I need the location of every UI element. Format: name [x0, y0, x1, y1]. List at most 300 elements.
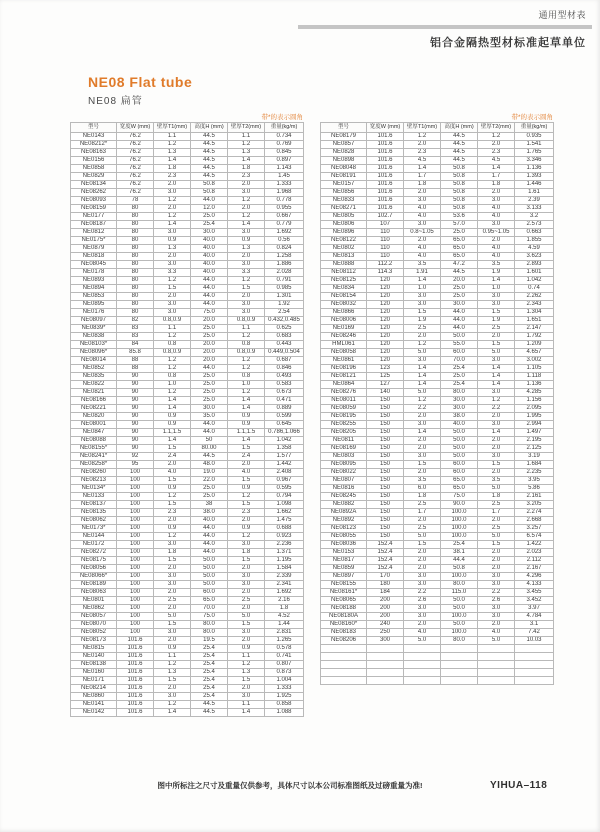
table-cell: 3.0: [404, 453, 441, 461]
table-cell: NE0882: [321, 501, 367, 509]
table-cell: 100: [117, 565, 154, 573]
table-cell: 1.3: [228, 149, 265, 157]
table-row: [71, 493, 304, 501]
corner-note-left: 带*的表示圆角: [261, 114, 303, 121]
table-row: [321, 405, 554, 413]
page-footer: [0, 780, 600, 791]
table-row: [321, 501, 554, 509]
table-row: [71, 149, 304, 157]
table-cell: NE0894: [71, 285, 117, 293]
table-cell: 150: [367, 421, 404, 429]
table-row: [321, 165, 554, 173]
table-cell: 44.0: [441, 325, 478, 333]
table-cell: NE0852: [71, 365, 117, 373]
table-cell: 100.0: [441, 517, 478, 525]
table-cell: 65.0: [441, 477, 478, 485]
table-cell: 120: [367, 285, 404, 293]
table-cell: 101.6: [117, 669, 154, 677]
table-row: [71, 213, 304, 221]
table-row: [321, 629, 554, 637]
table-cell: NE08213: [71, 477, 117, 485]
table-cell: 1.3: [154, 149, 191, 157]
table-cell: 3.133: [515, 205, 554, 213]
table-cell: 1.968: [265, 189, 304, 197]
spec-table-left: [70, 122, 304, 717]
table-cell: NE0853: [71, 293, 117, 301]
table-cell: 100: [117, 493, 154, 501]
table-cell: 1.105: [515, 365, 554, 373]
table-row: [321, 581, 554, 589]
table-cell: 25.4: [191, 653, 228, 661]
table-cell: 40.0: [191, 237, 228, 245]
table-cell: 2.6: [478, 597, 515, 605]
table-cell: [515, 661, 554, 669]
table-cell: 50.0: [191, 565, 228, 573]
table-cell: 2.0: [228, 293, 265, 301]
table-cell: 0.8: [228, 341, 265, 349]
table-cell: 1.446: [515, 181, 554, 189]
table-row: [71, 365, 304, 373]
table-cell: 7.42: [515, 629, 554, 637]
doc-type-label: 通用型材表: [538, 10, 586, 20]
table-row: [71, 685, 304, 693]
table-cell: 4.59: [515, 245, 554, 253]
table-cell: 1.2: [228, 357, 265, 365]
table-cell: 80: [117, 309, 154, 317]
table-cell: 2.573: [515, 221, 554, 229]
table-cell: 40.0: [191, 245, 228, 253]
table-row: [71, 661, 304, 669]
table-cell: 0.824: [265, 245, 304, 253]
table-cell: 3.0: [154, 541, 191, 549]
table-row: [71, 389, 304, 397]
table-cell: 1.8: [154, 165, 191, 173]
table-cell: 76.2: [117, 165, 154, 173]
table-cell: 60.0: [441, 461, 478, 469]
table-cell: NE08063: [71, 589, 117, 597]
table-cell: 2.0: [478, 445, 515, 453]
table-cell: 3.0: [404, 581, 441, 589]
column-header: 型号: [71, 123, 117, 133]
table-cell: 92: [117, 453, 154, 461]
table-cell: [404, 653, 441, 661]
table-cell: 180: [367, 581, 404, 589]
table-cell: 3.0: [404, 221, 441, 229]
table-row: [71, 437, 304, 445]
table-cell: 1.0: [154, 381, 191, 389]
table-cell: 80: [117, 261, 154, 269]
table-cell: NE08196: [321, 365, 367, 373]
table-cell: 1.5: [228, 285, 265, 293]
table-cell: 3.0: [404, 293, 441, 301]
table-cell: 6.0: [404, 485, 441, 493]
table-cell: 2.0: [154, 517, 191, 525]
table-cell: NE0892: [321, 517, 367, 525]
table-cell: 0.9: [154, 485, 191, 493]
table-cell: 40.0: [191, 269, 228, 277]
table-row: [71, 589, 304, 597]
table-cell: 1.5: [154, 557, 191, 565]
table-cell: [441, 653, 478, 661]
table-cell: 83: [117, 325, 154, 333]
table-cell: [321, 677, 367, 685]
table-cell: 44.5: [191, 709, 228, 717]
table-cell: 152.4: [367, 549, 404, 557]
table-cell: NE08036: [321, 541, 367, 549]
table-row: [321, 477, 554, 485]
table-row: [321, 509, 554, 517]
table-cell: 0.9: [154, 237, 191, 245]
table-cell: 4.0: [478, 245, 515, 253]
table-cell: 2.2: [404, 405, 441, 413]
table-cell: NE08122: [321, 237, 367, 245]
table-cell: 5.86: [515, 485, 554, 493]
table-cell: [478, 677, 515, 685]
table-cell: 1.2: [154, 197, 191, 205]
table-cell: 2.112: [515, 557, 554, 565]
table-cell: 4.5: [404, 157, 441, 165]
table-cell: 80: [117, 245, 154, 253]
table-cell: 0.9: [154, 421, 191, 429]
table-cell: NE0817: [321, 557, 367, 565]
table-cell: 1.1: [228, 653, 265, 661]
table-cell: [321, 669, 367, 677]
table-cell: 3.0: [228, 693, 265, 701]
table-cell: 4.285: [515, 389, 554, 397]
table-cell: NE08246: [321, 333, 367, 341]
table-cell: 1.422: [515, 541, 554, 549]
table-cell: 1.004: [265, 677, 304, 685]
table-row: [321, 157, 554, 165]
section-title-en: NE08 Flat tube: [88, 74, 193, 90]
table-cell: 1.5: [228, 501, 265, 509]
table-cell: NE0176: [71, 309, 117, 317]
table-cell: 1.2: [228, 333, 265, 341]
table-cell: 1.5: [404, 461, 441, 469]
table-cell: 44.5: [441, 141, 478, 149]
column-header: 壁厚T2(mm): [478, 123, 515, 133]
table-cell: 4.0: [404, 245, 441, 253]
table-cell: 0.791: [265, 277, 304, 285]
table-cell: 22.0: [191, 477, 228, 485]
table-cell: 84: [117, 341, 154, 349]
table-cell: 83: [117, 333, 154, 341]
table-cell: 100: [117, 613, 154, 621]
table-cell: 1.7: [404, 509, 441, 517]
table-cell: 101.6: [367, 165, 404, 173]
table-cell: NE0897: [321, 573, 367, 581]
table-cell: 80: [117, 221, 154, 229]
table-cell: 0.794: [265, 493, 304, 501]
table-cell: 1.61: [515, 189, 554, 197]
table-row: [321, 277, 554, 285]
table-cell: 25.0: [191, 333, 228, 341]
table-row: [321, 285, 554, 293]
table-cell: 0.897: [265, 157, 304, 165]
table-cell: 44.5: [441, 157, 478, 165]
table-cell: 2.0: [404, 621, 441, 629]
table-cell: 0.734: [265, 133, 304, 141]
table-cell: [441, 661, 478, 669]
table-cell: 12.0: [191, 205, 228, 213]
table-cell: 1.4: [228, 157, 265, 165]
table-cell: 4.0: [404, 253, 441, 261]
table-cell: 38.0: [441, 413, 478, 421]
table-cell: 2.028: [265, 269, 304, 277]
table-cell: 44.4: [441, 557, 478, 565]
table-cell: 75.0: [441, 493, 478, 501]
table-cell: 38.1: [441, 549, 478, 557]
table-cell: 1.91: [404, 269, 441, 277]
table-cell: 1.3: [154, 245, 191, 253]
table-cell: 100.0: [441, 613, 478, 621]
table-cell: 0.74: [515, 285, 554, 293]
table-row: [321, 205, 554, 213]
table-cell: 40.0: [191, 517, 228, 525]
table-cell: 44.0: [191, 533, 228, 541]
table-cell: NE08058: [321, 349, 367, 357]
table-cell: 80.0: [191, 621, 228, 629]
table-cell: 107: [367, 221, 404, 229]
table-cell: 3.0: [478, 301, 515, 309]
table-cell: 100: [117, 533, 154, 541]
table-cell: 2.3: [228, 173, 265, 181]
table-cell: 50.8: [441, 205, 478, 213]
table-cell: 170: [367, 573, 404, 581]
table-cell: 0.985: [265, 285, 304, 293]
table-cell: [367, 653, 404, 661]
table-cell: NE08052: [71, 629, 117, 637]
table-cell: 101.6: [367, 173, 404, 181]
table-cell: 80: [117, 285, 154, 293]
table-cell: 1.5: [478, 541, 515, 549]
table-cell: 3.0: [404, 421, 441, 429]
table-cell: 0.56: [265, 237, 304, 245]
table-cell: 2.0: [154, 205, 191, 213]
table-cell: 2.893: [515, 261, 554, 269]
table-cell: 90: [117, 381, 154, 389]
table-cell: 25.0: [191, 485, 228, 493]
table-cell: 1.7: [478, 173, 515, 181]
table-row: [71, 525, 304, 533]
table-cell: NE08160*: [321, 621, 367, 629]
table-cell: 1.2: [154, 533, 191, 541]
table-row: [321, 517, 554, 525]
table-cell: NE08137: [71, 501, 117, 509]
table-cell: 1.5: [478, 341, 515, 349]
table-cell: [404, 645, 441, 653]
table-row: [71, 325, 304, 333]
table-row: [71, 581, 304, 589]
table-row: [321, 197, 554, 205]
table-cell: 1.4: [228, 405, 265, 413]
table-cell: 0.8,0.9: [154, 349, 191, 357]
table-cell: NE0134*: [71, 485, 117, 493]
table-row: [321, 413, 554, 421]
table-row: [71, 445, 304, 453]
table-cell: NE0815: [71, 645, 117, 653]
table-cell: 100: [117, 485, 154, 493]
table-cell: 2.0: [404, 549, 441, 557]
table-cell: NE08189: [71, 581, 117, 589]
table-cell: 50.8: [441, 565, 478, 573]
table-cell: 150: [367, 493, 404, 501]
table-cell: NE08125: [321, 277, 367, 285]
table-cell: 2.2: [404, 589, 441, 597]
table-cell: NE0806: [321, 221, 367, 229]
table-cell: 0.769: [265, 141, 304, 149]
table-cell: 25.4: [191, 677, 228, 685]
table-cell: 35.0: [191, 413, 228, 421]
table-cell: 3.0: [478, 357, 515, 365]
table-cell: 1.792: [515, 333, 554, 341]
table-cell: 1.925: [265, 693, 304, 701]
table-cell: 1.44: [265, 621, 304, 629]
table-cell: 44.0: [191, 197, 228, 205]
table-row: [71, 405, 304, 413]
table-cell: 90.0: [441, 501, 478, 509]
table-cell: 1.1,1.5: [228, 429, 265, 437]
table-cell: NE0898: [321, 157, 367, 165]
table-cell: NE08271: [321, 205, 367, 213]
table-row: [71, 333, 304, 341]
table-cell: 1.4: [228, 397, 265, 405]
table-cell: 101.6: [117, 653, 154, 661]
table-cell: 44.0: [191, 365, 228, 373]
table-cell: 20.0: [441, 277, 478, 285]
table-row: [321, 493, 554, 501]
table-cell: NE08032: [321, 301, 367, 309]
table-cell: NE08001: [71, 421, 117, 429]
table-cell: 1.4: [228, 221, 265, 229]
table-cell: NE0160: [71, 669, 117, 677]
table-cell: 2.3: [154, 173, 191, 181]
table-cell: NE08245: [321, 493, 367, 501]
table-cell: 80: [117, 269, 154, 277]
table-cell: NE0821: [71, 389, 117, 397]
table-cell: 0.9: [228, 645, 265, 653]
table-cell: 1.2: [154, 389, 191, 397]
table-cell: NE0835: [71, 373, 117, 381]
table-cell: NE08045: [71, 261, 117, 269]
table-row: [71, 277, 304, 285]
table-cell: NE08135: [71, 509, 117, 517]
table-cell: 2.0: [404, 141, 441, 149]
table-row: [321, 453, 554, 461]
table-cell: NE08187: [71, 221, 117, 229]
table-row: [71, 429, 304, 437]
table-cell: 1.5: [154, 677, 191, 685]
table-cell: 4.0: [478, 253, 515, 261]
table-cell: 2.0: [404, 557, 441, 565]
table-cell: 2.0: [154, 181, 191, 189]
table-cell: NE08066*: [71, 573, 117, 581]
table-cell: 2.5: [404, 501, 441, 509]
table-row: [71, 397, 304, 405]
column-header: 壁厚T1(mm): [404, 123, 441, 133]
table-cell: NE08221: [71, 405, 117, 413]
table-cell: [515, 669, 554, 677]
table-row: [321, 349, 554, 357]
table-cell: NE08056: [71, 565, 117, 573]
table-cell: 25.4: [191, 661, 228, 669]
table-cell: 3.5: [478, 477, 515, 485]
table-cell: 3.0: [478, 605, 515, 613]
table-cell: 1.7: [404, 173, 441, 181]
table-cell: NE0133: [71, 493, 117, 501]
table-cell: 25.0: [441, 293, 478, 301]
table-cell: 40.0: [191, 253, 228, 261]
table-row: [321, 669, 554, 677]
table-cell: 25.4: [441, 541, 478, 549]
table-cell: NE0801: [71, 597, 117, 605]
table-cell: NE0811: [321, 437, 367, 445]
table-cell: 0.967: [265, 477, 304, 485]
table-cell: 90: [117, 389, 154, 397]
table-cell: 1.8: [478, 493, 515, 501]
table-row: [71, 173, 304, 181]
table-cell: 3.0: [228, 301, 265, 309]
table-cell: 3.0: [478, 573, 515, 581]
table-cell: NE0838: [71, 333, 117, 341]
table-cell: 3.3: [228, 269, 265, 277]
table-cell: 1.5: [404, 541, 441, 549]
table-cell: 0.858: [265, 701, 304, 709]
table-cell: 3.346: [515, 157, 554, 165]
table-cell: 1.995: [515, 413, 554, 421]
table-cell: 65.0: [441, 253, 478, 261]
table-row: [321, 525, 554, 533]
table-row: [71, 653, 304, 661]
table-row: [321, 173, 554, 181]
table-cell: 1.088: [265, 709, 304, 717]
table-cell: NE08206: [321, 637, 367, 645]
table-cell: 0.9: [228, 237, 265, 245]
table-cell: NE08093: [71, 197, 117, 205]
table-cell: 65.0: [191, 597, 228, 605]
table-cell: NE0812: [71, 229, 117, 237]
table-cell: 0.471: [265, 397, 304, 405]
table-cell: 2.0: [404, 189, 441, 197]
table-row: [321, 421, 554, 429]
table-cell: 184: [367, 589, 404, 597]
table-row: [321, 373, 554, 381]
table-cell: 1.5: [228, 557, 265, 565]
table-cell: 120: [367, 341, 404, 349]
table-cell: 25.4: [441, 365, 478, 373]
table-cell: [404, 677, 441, 685]
table-cell: 4.0: [478, 213, 515, 221]
table-cell: NE08241*: [71, 453, 117, 461]
table-cell: 150: [367, 429, 404, 437]
table-cell: 76.2: [117, 181, 154, 189]
table-cell: 25.4: [191, 221, 228, 229]
table-cell: 38.0: [191, 509, 228, 517]
table-row: [321, 141, 554, 149]
table-cell: 0.845: [265, 149, 304, 157]
table-row: [321, 677, 554, 685]
table-cell: 44.5: [191, 149, 228, 157]
table-row: [321, 661, 554, 669]
table-row: [321, 237, 554, 245]
table-cell: 1.5: [154, 285, 191, 293]
table-cell: 2.0: [478, 549, 515, 557]
table-cell: 150: [367, 453, 404, 461]
table-cell: 1.651: [515, 317, 554, 325]
table-cell: 1.4: [478, 381, 515, 389]
table-row: [71, 637, 304, 645]
table-row: [321, 341, 554, 349]
